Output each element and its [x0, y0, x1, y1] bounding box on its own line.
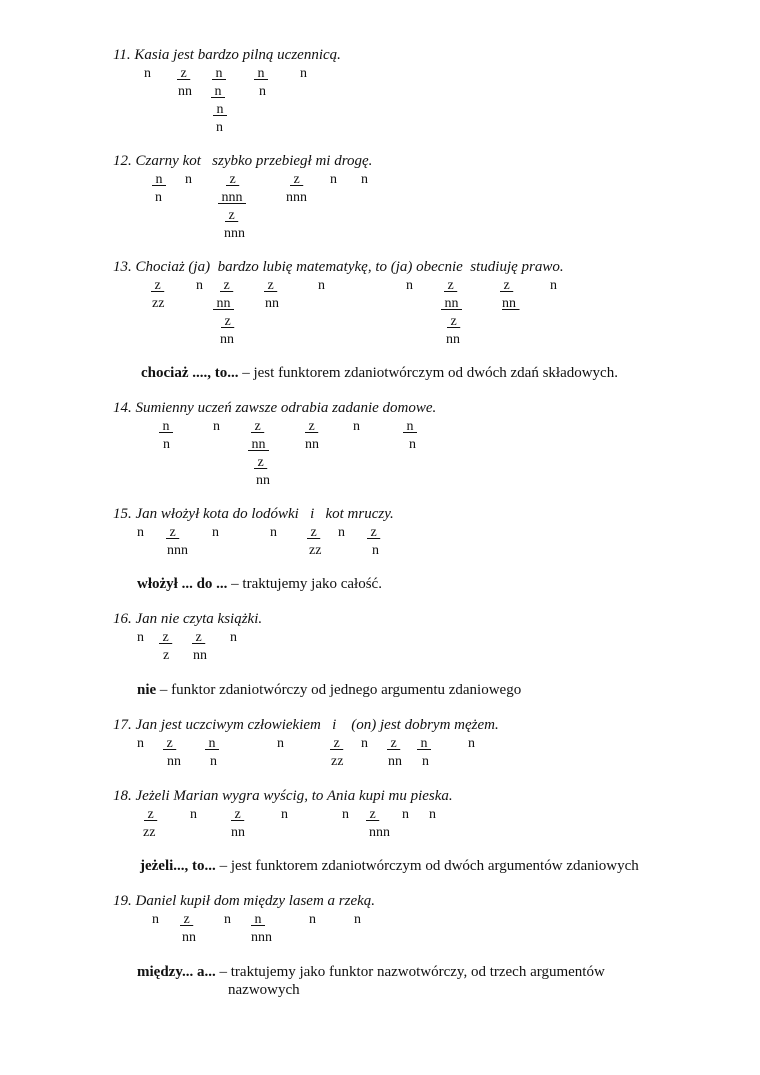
label: n — [212, 525, 219, 540]
note-18 — [140, 857, 639, 875]
label: nn — [220, 332, 234, 347]
label: z — [231, 807, 245, 822]
label: n — [429, 807, 436, 822]
label: n — [137, 736, 144, 751]
label: n — [213, 102, 227, 117]
label: z — [500, 278, 514, 293]
sentence-17: 17. Jan jest uczciwym człowiekiem i (on) jest dobrym mężem. — [113, 717, 499, 733]
sentence-15: 15. Jan włożył kota do lodówki i kot mruczy. — [113, 506, 394, 522]
label: z — [307, 525, 321, 540]
label: n — [152, 172, 166, 187]
label: nn — [248, 437, 269, 452]
label: n — [212, 66, 226, 81]
label: z — [144, 807, 158, 822]
label: nn — [213, 296, 234, 311]
label: nn — [178, 84, 192, 99]
sentence-12: 12. Czarny kot szybko przebiegł mi drogę. — [113, 153, 373, 169]
label: n — [281, 807, 288, 822]
label: nn — [182, 930, 196, 945]
label: nnn — [369, 825, 390, 840]
label: z — [305, 419, 319, 434]
label: n — [403, 419, 417, 434]
label: z — [251, 419, 265, 434]
label: n — [422, 754, 429, 769]
sentence-16: 16. Jan nie czyta książki. — [113, 611, 263, 627]
label: zz — [331, 754, 344, 769]
label: nn — [305, 437, 319, 452]
sentence-14: 14. Sumienny uczeń zawsze odrabia zadanie domowe. — [113, 400, 437, 416]
label: nn — [265, 296, 279, 311]
label: nnn — [167, 543, 188, 558]
note-text: – jest funktorem zdaniotwórczym od dwóch zdań składowych. — [238, 365, 618, 381]
label: nn — [231, 825, 245, 840]
note-text: – traktujemy jako całość. — [227, 576, 382, 592]
label: n — [550, 278, 557, 293]
label: n — [338, 525, 345, 540]
label: z — [366, 807, 380, 822]
note-text: – traktujemy jako funktor nazwotwórczy, od trzech argumentów — [215, 964, 605, 980]
note-text: – funktor zdaniotwórczy od jednego argumentu zdaniowego — [156, 682, 522, 698]
label: nnn — [218, 190, 246, 205]
note-term: chociaż ...., to... — [141, 365, 239, 381]
label: n — [144, 66, 151, 81]
label: n — [211, 84, 225, 99]
label: z — [226, 172, 240, 187]
label: n — [259, 84, 266, 99]
note-term: włożył ... do ... — [137, 576, 228, 592]
label: n — [309, 912, 316, 927]
label: nn — [502, 296, 520, 311]
label: z — [290, 172, 304, 187]
label: n — [137, 525, 144, 540]
label: nn — [441, 296, 462, 311]
label: zz — [309, 543, 322, 558]
label: nn — [193, 648, 207, 663]
label: n — [300, 66, 307, 81]
label: nn — [167, 754, 181, 769]
label: n — [230, 630, 237, 645]
label: z — [367, 525, 381, 540]
label: z — [177, 66, 191, 81]
label: z — [444, 278, 458, 293]
sentence-11: 11. Kasia jest bardzo pilną uczennicą. — [113, 47, 341, 63]
label: nnn — [251, 930, 272, 945]
label: zz — [143, 825, 156, 840]
label: n — [159, 419, 173, 434]
label: n — [137, 630, 144, 645]
label: n — [409, 437, 416, 452]
note-15 — [137, 575, 382, 593]
label: nnn — [224, 226, 245, 241]
label: z — [221, 314, 235, 329]
label: z — [180, 912, 194, 927]
label: z — [166, 525, 180, 540]
label: z — [163, 648, 170, 663]
note-term: nie — [137, 682, 157, 698]
label: z — [151, 278, 165, 293]
sentence-18: 18. Jeżeli Marian wygra wyścig, to Ania kupi mu pieska. — [113, 788, 453, 804]
label: n — [152, 912, 159, 927]
label: z — [387, 736, 401, 751]
label: nn — [388, 754, 402, 769]
note-term: jeżeli..., to... — [140, 858, 216, 874]
label: n — [185, 172, 192, 187]
label: zz — [152, 296, 165, 311]
label: n — [406, 278, 413, 293]
label: n — [318, 278, 325, 293]
label: n — [196, 278, 203, 293]
label: n — [417, 736, 431, 751]
label: n — [190, 807, 197, 822]
label: n — [354, 912, 361, 927]
label: z — [163, 736, 177, 751]
label: n — [330, 172, 337, 187]
label: n — [224, 912, 231, 927]
label: n — [361, 172, 368, 187]
note-16 — [137, 681, 521, 699]
label: z — [220, 278, 234, 293]
label: n — [342, 807, 349, 822]
label: z — [447, 314, 461, 329]
label: z — [264, 278, 278, 293]
note-text: – jest funktorem zdaniotwórczym od dwóch argumentów zdaniowych — [215, 858, 639, 874]
label: nnn — [286, 190, 307, 205]
label: n — [372, 543, 379, 558]
label: nn — [256, 473, 270, 488]
label: n — [213, 419, 220, 434]
label: n — [216, 120, 223, 135]
label: n — [353, 419, 360, 434]
label: n — [361, 736, 368, 751]
label: z — [192, 630, 206, 645]
label: z — [330, 736, 344, 751]
sentence-19: 19. Daniel kupił dom między lasem a rzeką. — [113, 893, 376, 909]
label: n — [251, 912, 265, 927]
label: n — [205, 736, 219, 751]
label: nn — [446, 332, 460, 347]
label: n — [270, 525, 277, 540]
label: n — [254, 66, 268, 81]
label: n — [468, 736, 475, 751]
label: z — [254, 455, 268, 470]
note-13 — [141, 364, 618, 382]
note-term: między... a... — [137, 964, 216, 980]
note-19-continuation: nazwowych — [228, 982, 300, 998]
sentence-13: 13. Chociaż (ja) bardzo lubię matematykę, to (ja) obecnie studiuję prawo. — [113, 259, 564, 275]
label: n — [155, 190, 162, 205]
note-19 — [137, 963, 605, 981]
label: n — [402, 807, 409, 822]
label: n — [163, 437, 170, 452]
label: n — [277, 736, 284, 751]
label: z — [159, 630, 173, 645]
label: z — [225, 208, 239, 223]
label: n — [210, 754, 217, 769]
